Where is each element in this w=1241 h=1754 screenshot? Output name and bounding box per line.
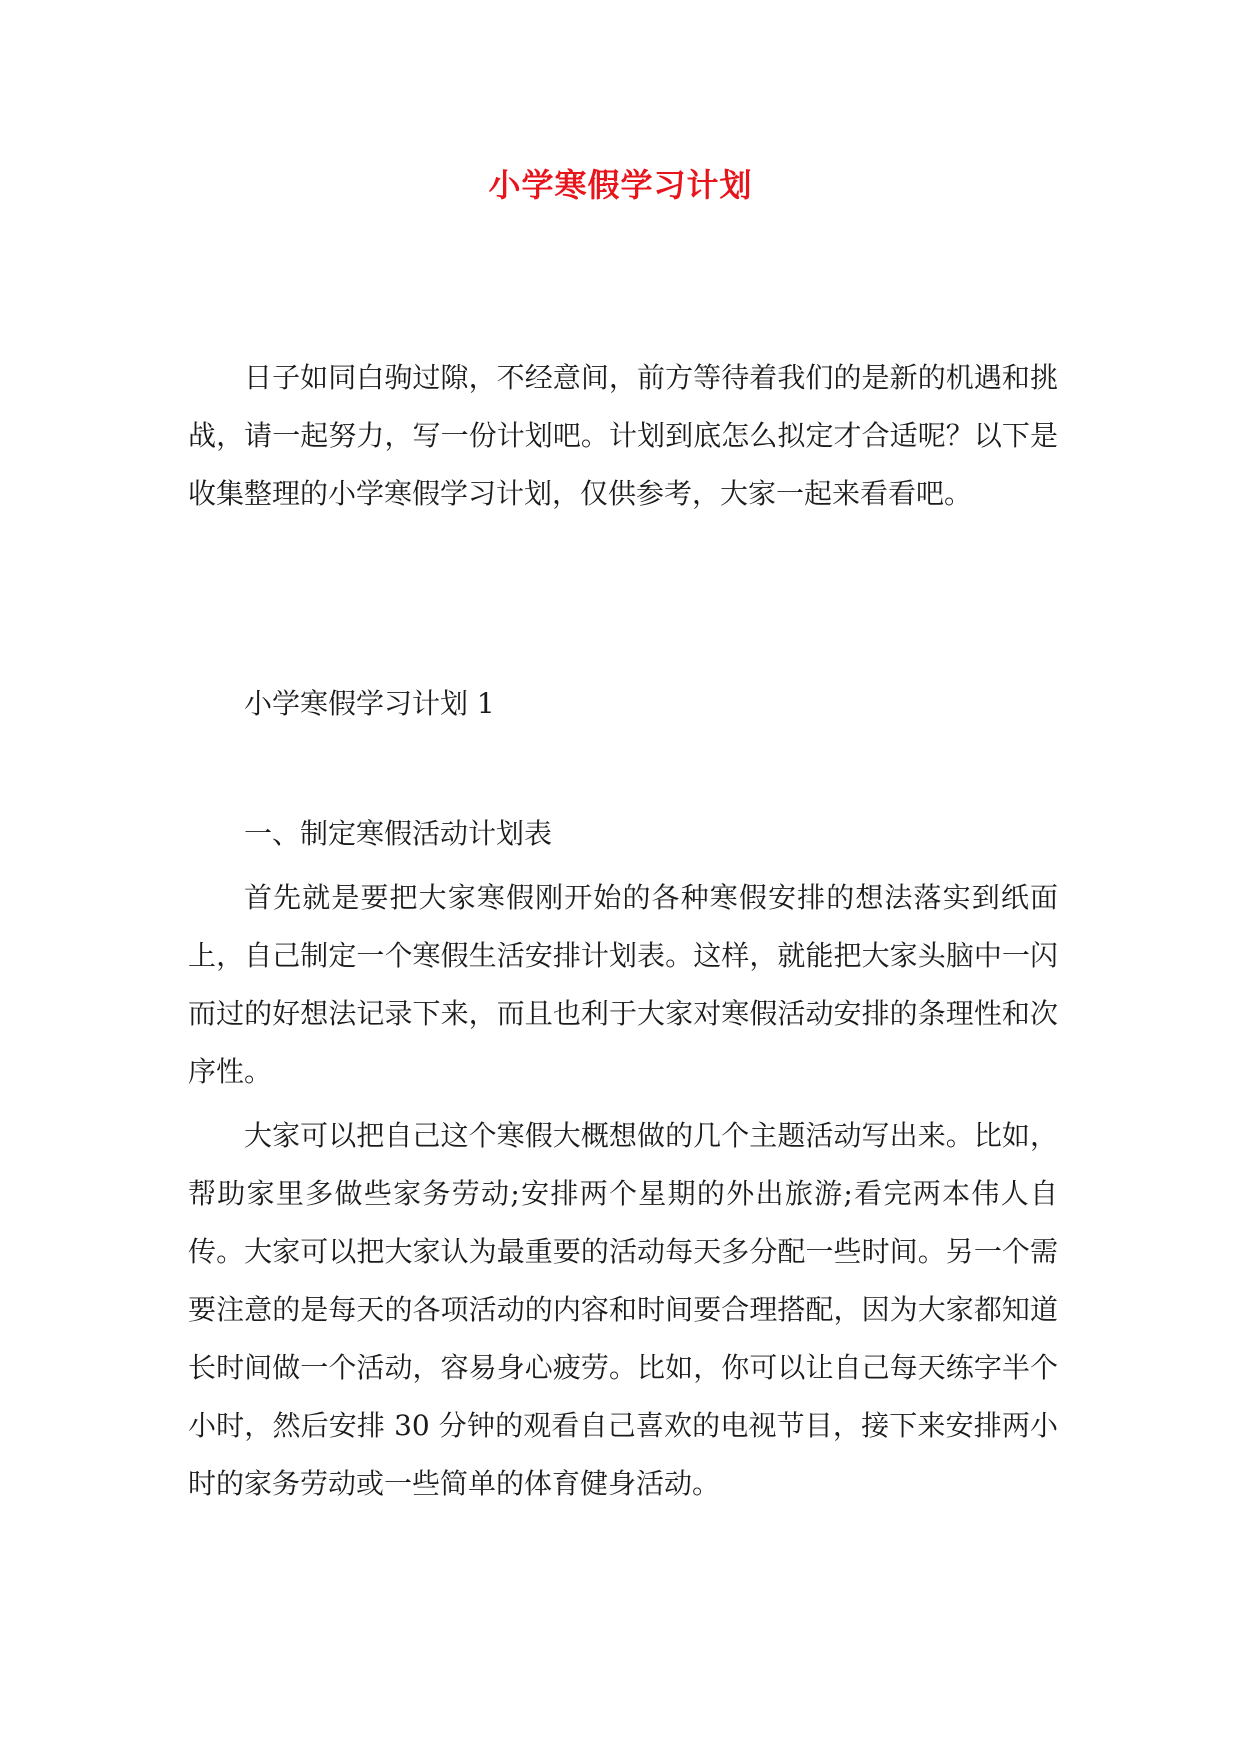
body-paragraph-2: 大家可以把自己这个寒假大概想做的几个主题活动写出来。比如，帮助家里多做些家务劳动;安排两个星期的外出旅游;看完两本伟人自传。大家可以把大家认为最重要的活动每天多分配一些时间。另一个需要注意的是每天的各项活动的内容和时间要合理搭配，因为大家都知道长时间做一个活动，容易身心疲劳。比如，你可以让自己每天练字半个小时，然后安排 30 分钟的观看自己喜欢的电视节目，接下来安排两小时的家务劳动或一些简单的体育健身活动。	[188, 1119, 1058, 1500]
subheading-block	[188, 805, 1058, 863]
subheading: 一、制定寒假活动计划表	[244, 817, 553, 850]
section-title: 小学寒假学习计划 1	[244, 687, 495, 720]
intro-paragraph: 日子如同白驹过隙，不经意间，前方等待着我们的是新的机遇和挑战，请一起努力，写一份计划吧。计划到底怎么拟定才合适呢？以下是收集整理的小学寒假学习计划，仅供参考，大家一起来看看吧。	[188, 361, 1058, 510]
document-title: 小学寒假学习计划	[488, 166, 753, 204]
body-paragraphs	[188, 869, 1058, 1513]
intro-block	[188, 349, 1058, 523]
section-title-block	[188, 675, 1058, 733]
body-paragraph-1: 首先就是要把大家寒假刚开始的各种寒假安排的想法落实到纸面上，自己制定一个寒假生活安排计划表。这样，就能把大家头脑中一闪而过的好想法记录下来，而且也利于大家对寒假活动安排的条理性和次序性。	[188, 881, 1058, 1088]
